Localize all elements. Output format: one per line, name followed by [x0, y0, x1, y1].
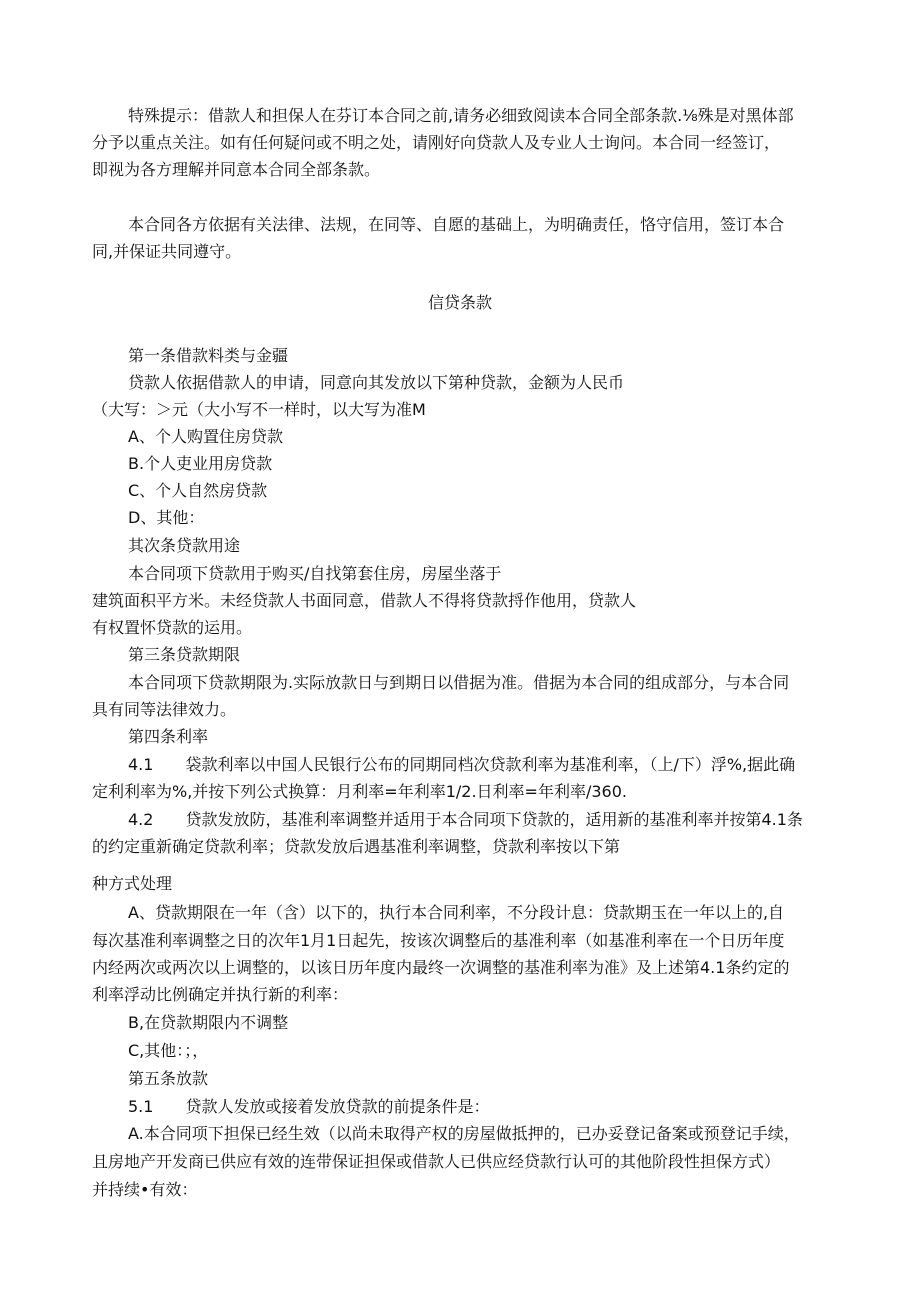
preamble-line-1: 本合同各方依据有关法律、法规，在同等、自愿的基础上，为明确责任，恪守信用，签订本合 [128, 215, 785, 234]
body-line: 定利利率为%,并按下列公式换算：月利率=年利率1/2.日利率=年利率/360. [92, 782, 627, 801]
body-line: （大写：＞元（大小写不一样时，以大写为准M [92, 400, 426, 419]
article-5-heading: 第五条放款 [128, 1069, 209, 1088]
body-line: 并持续•有效： [92, 1180, 198, 1199]
body-line: 本合同项下贷款用于购买/自找第套住房，房屋坐落于 [128, 564, 502, 583]
loan-option-a: A、个人购置住房贷款 [128, 427, 283, 446]
clause-4-1: 4.1 袋款利率以中国人民银行公布的同期同档次贷款利率为基准利率，（上/下）浮%,据此确 [128, 755, 796, 774]
body-line: 每次基准利率调整之日的次年1月1日起先，按该次调整后的基准利率（如基准利率在一个日历年度 [92, 931, 785, 950]
body-line: 种方式处理 [92, 874, 173, 893]
rate-option-b: B,在贷款期限内不调整 [128, 1013, 289, 1032]
article-4-heading: 第四条利率 [128, 727, 209, 746]
article-1-heading: 第一条借款料类与金疆 [128, 346, 289, 365]
body-line: 内经两次或两次以上调整的，以该日历年度内最终一次调整的基准利率为准》及上述第4.1条约定的 [92, 958, 790, 977]
body-line: 建筑面积平方米。未经贷款人书面同意，借款人不得将贷款捋作他用，贷款人 [92, 591, 637, 610]
clause-4-2: 4.2 贷款发放防，基准利率调整并适用于本合同项下贷款的，适用新的基准利率并按第4.1条 [128, 810, 803, 829]
intro-line-2: 分予以重点关注。如有任何疑问或不明之处，请刚好向贷款人及专业人士询问。本合同一经签订， [92, 133, 781, 152]
loan-option-c: C、个人自然房贷款 [128, 481, 268, 500]
loan-option-b: B.个人吏业用房贷款 [128, 454, 273, 473]
body-line: 的约定重新确定贷款利率；贷款发放后遇基准利率调整，贷款利率按以下第 [92, 837, 621, 856]
rate-option-c: C,其他：；， [128, 1041, 209, 1060]
loan-option-d: D、其他： [128, 508, 205, 527]
condition-a: A.本合同项下担保已经生效（以尚未取得产权的房屋做抵押的，已办妥登记备案或预登记手续， [128, 1124, 800, 1143]
rate-option-a: A、贷款期限在一年（含）以下的，执行本合同利率，不分段计息：贷款期玉在一年以上的,自 [128, 903, 785, 922]
article-3-heading: 第三条贷款期限 [128, 645, 241, 664]
section-title: 信贷条款 [427, 293, 492, 312]
body-line: 且房地产开发商已供应有效的连带保证担保或借款人已供应经贷款行认可的其他阶段性担保方式） [92, 1152, 781, 1171]
intro-line-3: 即视为各方理解并同意本合同全部条款。 [92, 160, 381, 179]
clause-5-1: 5.1 贷款人发放或接着发放贷款的前提条件是： [128, 1097, 490, 1116]
body-line: 本合同项下贷款期限为.实际放款日与到期日以借据为准。借据为本合同的组成部分，与本合同 [128, 673, 790, 692]
article-2-heading: 其次条贷款用途 [128, 536, 241, 555]
body-line: 具有同等法律效力。 [92, 700, 237, 719]
body-line: 贷款人依据借款人的申请，同意向其发放以下第种贷款，金额为人民币 [128, 373, 625, 392]
preamble-line-2: 同,并保证共同遵守。 [92, 242, 242, 261]
body-line: 利率浮动比例确定并执行新的利率： [92, 985, 349, 1004]
body-line: 有权置怀贷款的运用。 [92, 618, 253, 637]
intro-line-1: 特殊提示：借款人和担保人在芬订本合同之前,请务必细致阅读本合同全部条款.⅛殊是对黑体部 [128, 106, 794, 125]
